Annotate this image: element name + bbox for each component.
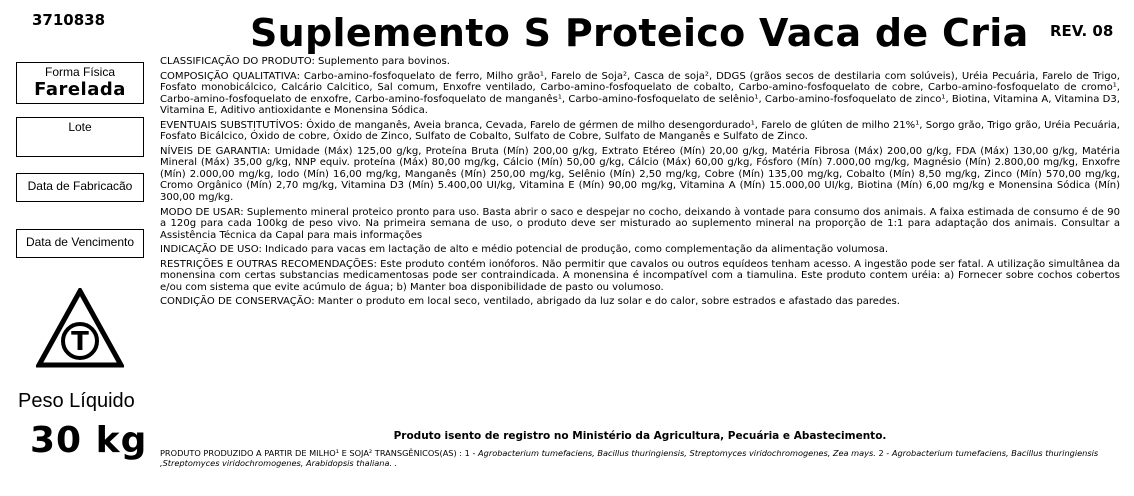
modo-usar-text: MODO DE USAR: Suplemento mineral proteico pronto para uso. Basta abrir o saco e despejar no cocho, deixando à vontade para consumo dos animais. A faixa estimada de consumo é de 90 a 120g para cada 100kg de peso vivo. Na primeira semana de uso, o produto deve ser misturado ao suplemento mineral na proporção de 1:1 para adaptação dos animais. Consultar a Assistência Técnica da Capal para mais informações [160,206,1120,241]
transgenicos-text [160,448,1125,468]
transgenicos-soja: Agrobacterium tumefaciens, Bacillus thuringiensis ,Streptomyces viridochromogenes, Arabidopsis thaliana. . [160,448,1099,468]
revision-label: REV. 08 [1050,22,1114,40]
forma-fisica-value: Farelada [34,79,126,100]
vencimento-label: Data de Vencimento [25,235,135,249]
classificacao-text: CLASSIFICAÇÃO DO PRODUTO: Suplemento para bovinos. [160,56,450,67]
fabricacao-label: Data de Fabricacão [27,179,133,193]
peso-liquido-value: 30 kg [30,420,148,461]
lote-box [16,117,144,157]
forma-fisica-box [16,62,144,104]
triangle-t-icon [36,288,124,368]
indicacao-text: INDICAÇÃO DE USO: Indicado para vacas em lactação de alto e médio potencial de produção, como complementação da alimentação volumosa. [160,244,889,256]
substitutivos-text: EVENTUAIS SUBSTITUTÍVOS: Óxido de manganês, Aveia branca, Cevada, Farelo de gérmen de milho desengordurado¹, Farelo de glúten de milho 21%¹, Sorgo grão, Trigo grão, Uréia Pecuária, Fosfato Bicálcico, Óxido de cobre, Óxido de Zinco, Sulfato de Cobalto, Sulfato de Cobre, Sulfato de Manganês e Sulfato de Zinco. [160,119,1120,143]
conservacao-text: CONDIÇÃO DE CONSERVAÇÃO: Manter o produto em local seco, ventilado, abrigado da luz solar e do calor, sobre estrados e afastado das paredes. [160,296,900,308]
vencimento-box [16,229,144,258]
product-code: 3710838 [32,11,106,29]
transgenicos-milho: Agrobacterium tumefaciens, Bacillus thuringiensis, Streptomyces viridochromogenes, Zea mays. [478,448,876,458]
label-content [160,56,1120,311]
registro-text: Produto isento de registro no Ministério da Agricultura, Pecuária e Abastecimento. [393,430,887,442]
peso-liquido-label: Peso Líquido [18,390,135,412]
garantia-text: NÍVEIS DE GARANTIA: Umidade (Máx) 125,00 g/kg, Proteína Bruta (Mín) 200,00 g/kg, Extrato Etéreo (Mín) 20,00 g/kg, Matéria Fibrosa (Máx) 200,00 g/kg, FDA (Máx) 130,00 g/kg, Matéria Mineral (Máx) 35,00 g/kg, NNP equiv. proteína (Máx) 80,00 mg/kg, Cálcio (Mín) 50,00 g/kg, Cálcio (Máx) 60,00 g/kg, Fósforo (Mín) 7.000,00 mg/kg, Magnésio (Mín) 2.800,00 mg/kg, Enxofre (Mín) 2.000,00 mg/kg, Iodo (Mín) 16,00 mg/kg, Manganês (Mín) 250,00 mg/kg, Selênio (Mín) 2,50 mg/kg, Cobre (Mín) 135,00 mg/kg, Cobalto (Mín) 8,50 mg/kg, Zinco (Mín) 570,00 mg/kg, Cromo Orgânico (Mín) 2,70 mg/kg, Vitamina D3 (Mín) 5.400,00 UI/kg, Vitamina E (Mín) 90,00 mg/kg, Vitamina A (Mín) 15.000,00 UI/kg, Biotina (Mín) 6,00 mg/kg e Monensina Sódica (Mín) 300,00 mg/kg. [160,145,1120,204]
lote-label: Lote [68,120,92,134]
transgenicos-mid: 2 - [875,448,892,458]
svg-text:T: T [71,327,89,357]
product-title: Suplemento S Proteico Vaca de Cria [250,11,1029,55]
restricoes-text: RESTRIÇÕES E OUTRAS RECOMENDAÇÕES: Este produto contém ionóforos. Não permitir que cavalos ou outros equídeos tenham acesso. A ingestão pode ser fatal. A utilização simultânea da monensina com certas substancias medicamentosas pode ser contraindicada. A monensina é incompatível com a tiamulina. Este produto contem uréia: a) Fornecer sobre cochos cobertos e/ou com sistema que evite acúmulo de água; b) Manter boa disponibilidade de pasto ou volumoso. [160,258,1120,293]
fabricacao-box [16,173,144,202]
transgenicos-prefix: PRODUTO PRODUZIDO A PARTIR DE MILHO¹ E SOJA² TRANSGÊNICOS(AS) : 1 - [160,448,479,458]
composicao-text: COMPOSIÇÃO QUALITATIVA: Carbo-amino-fosfoquelato de ferro, Milho grão¹, Farelo de Soja², Casca de soja², DDGS (grãos secos de destilaria com solúveis), Uréia Pecuária, Farelo de Trigo, Fosfato monobicálcico, Calcário Calcitico, Sal comum, Enxofre ventilado, Carbo-amino-fosfoquelato de cobalto, Carbo-amino-fosfoquelato de cobre, Carbo-amino-fosfoquelato de cromo¹, Carbo-amino-fosfoquelato de enxofre, Carbo-amino-fosfoquelato de manganês¹, Carbo-amino-fosfoquelato de selênio¹, Carbo-amino-fosfoquelato de zinco¹, Biotina, Vitamina A, Vitamina D3, Vitamina E, Aditivo antioxidante e Monensina Sódica. [160,70,1120,117]
forma-fisica-label: Forma Física [44,65,115,79]
